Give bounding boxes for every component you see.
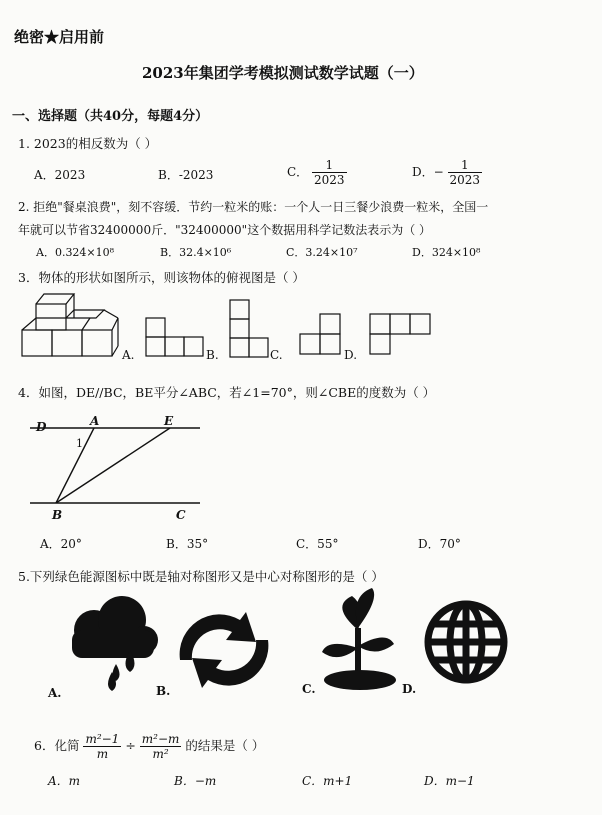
q5-label-c: C. xyxy=(302,682,316,696)
q6-stem-prefix: 6．化简 xyxy=(34,738,80,753)
q4-option-c: C．55° xyxy=(296,537,339,551)
q6-option-a: A．m xyxy=(48,774,81,788)
cloud-rain-icon xyxy=(72,596,158,691)
q1-stem: 1. 2023的相反数为（ ） xyxy=(18,136,158,151)
q3-label-c: C. xyxy=(270,348,283,362)
q5-label-b: B. xyxy=(156,684,171,698)
q6-fraction2-denominator: m² xyxy=(152,747,169,761)
q4-option-d: D．70° xyxy=(418,537,461,551)
q2-stem-line1: 2. 拒绝"餐桌浪费"，刻不容缓．节约一粒米的账：一个人一日三餐少浪费一粒米，全国一 xyxy=(18,200,489,214)
q4-option-a: A．20° xyxy=(40,537,82,551)
q1-option-a: A．2023 xyxy=(34,168,86,182)
q1-d-denominator: 2023 xyxy=(449,173,481,187)
point-a-label: A xyxy=(90,414,100,428)
angle-1-label: 1 xyxy=(76,437,83,450)
q4-option-b: B．35° xyxy=(166,537,209,551)
q6-option-b: B．−m xyxy=(174,774,217,788)
recycle-arrows-icon xyxy=(180,612,269,688)
secret-label: 绝密★启用前 xyxy=(14,28,105,46)
paper-title: 2023年集团学考模拟测试数学试题（一） xyxy=(142,64,424,82)
q4-stem: 4．如图，DE//BC，BE平分∠ABC，若∠1=70°，则∠CBE的度数为（ ） xyxy=(18,385,436,400)
q6-operator: ÷ xyxy=(125,738,136,753)
globe-icon xyxy=(428,604,504,680)
q1-d-numerator: 1 xyxy=(448,158,483,173)
q5-stem: 5.下列绿色能源图标中既是轴对称图形又是中心对称图形的是（ ） xyxy=(18,569,384,584)
q6-fraction1-numerator: m²−1 xyxy=(85,732,120,746)
q6-stem-suffix: 的结果是（ ） xyxy=(185,738,265,753)
point-d-label: D xyxy=(36,420,47,434)
q1-c-denominator: 2023 xyxy=(314,173,345,187)
q1-option-d-prefix: D．− xyxy=(412,165,444,179)
q2-option-b: B．32.4×10⁶ xyxy=(160,246,232,259)
q6-stem xyxy=(34,732,264,761)
q2-option-c: C．3.24×10⁷ xyxy=(286,246,358,259)
q3-label-b: B. xyxy=(206,348,219,362)
point-c-label: C xyxy=(176,508,186,522)
q5-label-d: D. xyxy=(402,682,417,696)
q1-c-numerator: 1 xyxy=(312,158,347,173)
q6-option-c: C．m+1 xyxy=(302,774,353,788)
q6-fraction1-denominator: m xyxy=(96,747,109,761)
q2-stem-line2: 年就可以节省32400000斤．"32400000"这个数据用科学记数法表示为（ ） xyxy=(18,223,432,237)
q2-option-a: A．0.324×10⁸ xyxy=(36,246,115,259)
q6-fraction2-numerator: m²−m xyxy=(141,732,180,746)
q3-label-d: D. xyxy=(344,348,358,362)
q1-option-b: B．-2023 xyxy=(158,168,214,182)
q3-stem: 3．物体的形状如图所示，则该物体的俯视图是（ ） xyxy=(18,270,305,285)
q6-option-d: D．m−1 xyxy=(424,774,475,788)
q2-option-d: D．324×10⁸ xyxy=(412,246,481,259)
plant-sprout-icon xyxy=(322,588,396,690)
point-b-label: B xyxy=(52,508,63,522)
q5-label-a: A. xyxy=(48,686,62,700)
q3-label-a: A. xyxy=(122,348,135,362)
section-heading: 一、选择题（共40分，每题4分） xyxy=(12,109,209,124)
q1-option-c-prefix: C． xyxy=(287,165,309,179)
point-e-label: E xyxy=(164,414,174,428)
